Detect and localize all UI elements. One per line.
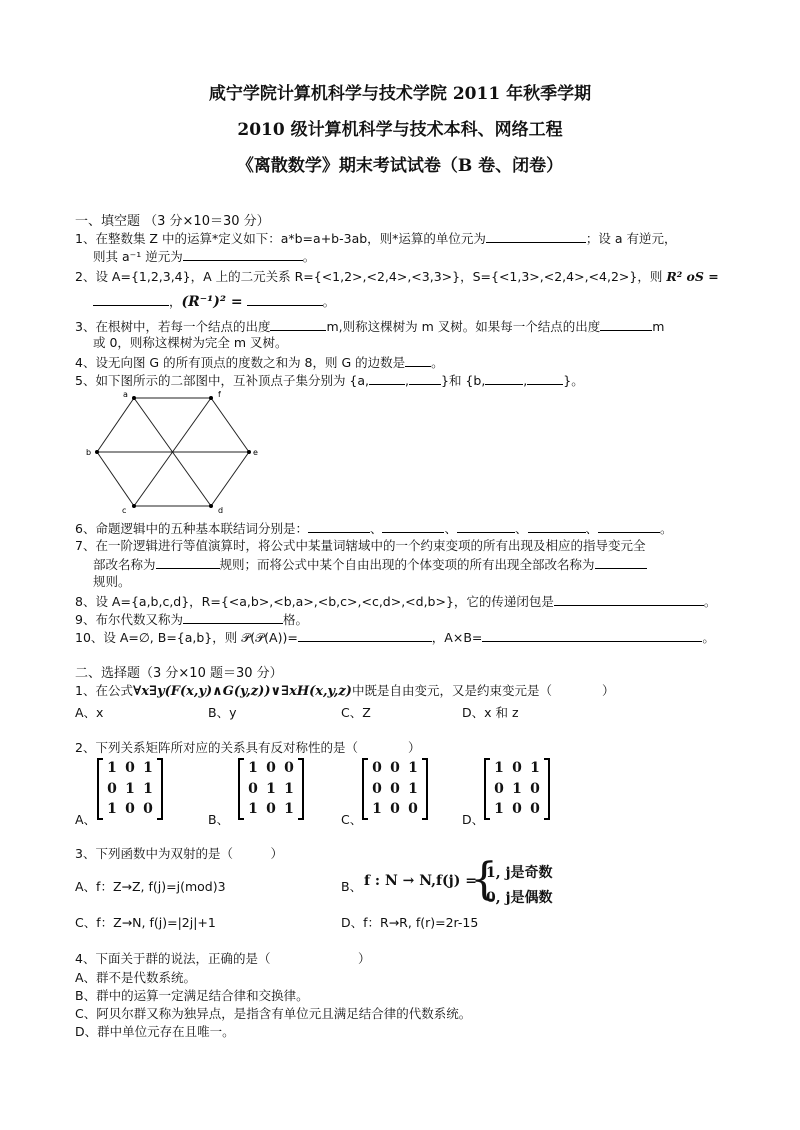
answer-blank[interactable] <box>595 555 647 569</box>
answer-blank[interactable] <box>527 371 563 385</box>
question-1-10 <box>75 628 715 646</box>
mc2-option-a-label[interactable]: A、 <box>75 812 97 827</box>
matrix-row: 1 0 0 <box>494 801 540 817</box>
mc3-option-b-case-1: 1, j是奇数 <box>486 865 553 881</box>
matrix-row: 0 1 0 <box>494 780 540 797</box>
q5-text: 5、如下图所示的二部图中，互补顶点子集分别为 {a, <box>75 373 370 388</box>
q10-text-b: ，A×B= <box>431 630 483 645</box>
q10-text: 10、设 A=∅, B={a,b}，则 𝒫(𝒫(A))= <box>75 630 298 645</box>
vertex-c <box>132 504 136 508</box>
answer-blank[interactable] <box>485 371 523 385</box>
mc1-text: 1、在公式 <box>75 683 133 698</box>
vertex-label-a: a <box>123 390 128 399</box>
mc4-option-d[interactable]: D、群中单位元存在且唯一。 <box>75 1024 235 1039</box>
q2-expression-2: (R⁻¹)² = <box>181 294 243 310</box>
section1-title: 一、填空题 （3 分×10＝30 分） <box>75 214 270 229</box>
mc2-option-c-label[interactable]: C、 <box>341 812 363 827</box>
bipartite-graph-figure <box>85 388 265 516</box>
answer-blank[interactable] <box>382 519 444 533</box>
matrix-row: 1 0 1 <box>107 760 153 776</box>
question-2-2: 2、下列关系矩阵所对应的关系具有反对称性的是（ ） <box>75 740 421 755</box>
mc3-option-c[interactable]: C、f：Z→N, f(j)=|2j|+1 <box>75 915 216 930</box>
answer-blank[interactable] <box>405 353 431 367</box>
mc2-option-b-label[interactable]: B、 <box>208 812 230 827</box>
answer-blank[interactable] <box>457 519 515 533</box>
question-1-6 <box>75 519 673 537</box>
exam-title-line1: 咸宁学院计算机科学与技术学院 2011 年秋季学期 <box>208 84 592 104</box>
q9-end: 格。 <box>282 612 308 627</box>
mc3-option-a[interactable]: A、f：Z→Z, f(j)=j(mod)3 <box>75 879 226 894</box>
answer-blank[interactable] <box>270 317 326 331</box>
vertex-b <box>95 450 99 454</box>
q6-sep: 、 <box>444 521 457 536</box>
question-1-1-cont <box>93 247 315 265</box>
q7-text-c: 规则；而将公式中某个自由出现的个体变项的所有出现全部改名称为 <box>219 557 595 572</box>
question-1-8 <box>75 592 716 610</box>
question-2-4: 4、下面关于群的说法，正确的是（ ） <box>75 951 371 966</box>
exam-title-line3: 《离散数学》期末考试试卷（B 卷、闭卷） <box>236 156 564 176</box>
answer-blank[interactable] <box>369 371 405 385</box>
matrix-row: 1 0 1 <box>494 760 540 776</box>
mc1-tail: 中既是自由变元，又是约束变元是（ ） <box>351 683 615 698</box>
mc4-option-c[interactable]: C、阿贝尔群又称为独异点，是指含有单位元且满足结合律的代数系统。 <box>75 1006 472 1021</box>
answer-blank[interactable] <box>247 292 323 306</box>
matrix-row: 0 1 1 <box>107 780 153 797</box>
vertex-f <box>209 396 213 400</box>
matrix-row: 1 0 0 <box>248 760 294 776</box>
piecewise-brace: { <box>470 854 498 905</box>
question-1-7-end: 规则。 <box>93 574 131 589</box>
q10-end: 。 <box>702 630 715 645</box>
answer-blank[interactable] <box>598 519 660 533</box>
question-1-2-cont <box>93 292 335 311</box>
matrix-row: 1 0 0 <box>372 801 418 817</box>
q6-sep: 、 <box>369 521 383 536</box>
mc4-option-b[interactable]: B、群中的运算一定满足结合律和交换律。 <box>75 988 309 1003</box>
question-1-5 <box>75 371 584 389</box>
mc3-option-b-case-2: 0, j是偶数 <box>486 890 553 906</box>
question-1-2 <box>75 268 719 285</box>
answer-blank[interactable] <box>482 628 702 642</box>
q1-text: 1、在整数集 Z 中的运算*定义如下：a*b=a+b-3ab，则*运算的单位元为 <box>75 231 486 246</box>
question-1-9 <box>75 610 308 628</box>
q2-end: 。 <box>322 294 336 309</box>
q2-text: 2、设 A={1,2,3,4}，A 上的二元关系 R={<1,2>,<2,4>,<3,3>}，S={<1,3>,<2,4>,<4,2>}，则 <box>75 269 663 284</box>
mc2-matrix-d <box>484 758 550 820</box>
mc3-option-b-label[interactable]: B、 <box>341 879 363 894</box>
mc1-formula: ∀x∃y(F(x,y)∧G(y,z))∨∃xH(x,y,z) <box>132 684 352 699</box>
q4-text: 4、设无向图 G 的所有顶点的度数之和为 8，则 G 的边数是 <box>75 355 406 370</box>
vertex-label-d: d <box>218 506 224 515</box>
q1-text-c: 则其 a⁻¹ 逆元为 <box>93 249 183 264</box>
question-2-3: 3、下列函数中为双射的是（ ） <box>75 846 283 861</box>
q5-sep: , <box>405 373 409 388</box>
q1-text-b: ；设 a 有逆元， <box>585 231 677 246</box>
q9-text: 9、布尔代数又称为 <box>75 612 183 627</box>
mc2-matrix-a <box>97 758 163 820</box>
answer-blank[interactable] <box>308 519 370 533</box>
question-1-3 <box>75 317 664 335</box>
question-1-1 <box>75 229 677 247</box>
mc4-option-a[interactable]: A、群不是代数系统。 <box>75 970 197 985</box>
answer-blank[interactable] <box>528 519 586 533</box>
matrix-row: 1 0 1 <box>248 801 294 817</box>
matrix-row: 0 0 1 <box>372 760 418 776</box>
question-1-7-cont <box>93 555 647 573</box>
q5-text-c: }和 {b, <box>441 373 486 388</box>
answer-blank[interactable] <box>156 555 220 569</box>
mc3-option-d[interactable]: D、f：R→R, f(r)=2r-15 <box>341 915 479 930</box>
question-1-4 <box>75 353 444 371</box>
question-1-3-cont: 或 0，则称这棵树为完全 m 叉树。 <box>93 335 288 350</box>
vertex-label-f: f <box>218 390 221 399</box>
vertex-d <box>209 504 213 508</box>
question-2-1 <box>75 682 614 700</box>
q5-sep-2: , <box>523 373 528 388</box>
q1-text-d: 。 <box>302 249 316 264</box>
answer-blank[interactable] <box>183 610 283 624</box>
mc2-matrix-b <box>238 758 304 820</box>
mc1-option-d[interactable]: D、x 和 z <box>462 705 519 720</box>
vertex-a <box>132 396 136 400</box>
answer-blank[interactable] <box>409 371 441 385</box>
q2-expression-1: R² oS = <box>666 269 719 284</box>
vertex-label-b: b <box>86 448 92 457</box>
q6-text: 6、命题逻辑中的五种基本联结词分别是： <box>75 521 308 536</box>
question-1-7: 7、在一阶逻辑进行等值演算时，将公式中某量词辖域中的一个约束变项的所有出现及相应的指导变元全 <box>75 538 646 553</box>
matrix-row: 1 0 0 <box>107 801 153 817</box>
matrix-row: 0 0 1 <box>372 780 418 797</box>
vertex-label-c: c <box>122 506 127 515</box>
q8-end: 。 <box>703 594 717 609</box>
mc1-option-c[interactable]: C、Z <box>341 705 371 720</box>
q2-sep: ， <box>169 294 182 309</box>
q6-sep: 、 <box>515 521 528 536</box>
q3-text-b: m,则称这棵树为 m 叉树。如果每一个结点的出度 <box>326 319 601 334</box>
mc2-matrix-c <box>362 758 428 820</box>
mc1-option-a[interactable]: A、x <box>75 705 104 720</box>
mc3-option-b-function: f : N → N,f(j) = <box>364 873 477 889</box>
q6-end: 。 <box>660 521 673 536</box>
matrix-row: 0 1 1 <box>248 780 294 797</box>
answer-blank[interactable] <box>600 317 652 331</box>
vertex-e <box>247 450 251 454</box>
answer-blank[interactable] <box>183 247 303 261</box>
q3-text-c: m <box>652 319 665 334</box>
q8-text: 8、设 A={a,b,c,d}，R={<a,b>,<b,a>,<b,c>,<c,d>,<d,b>}，它的传递闭包是 <box>75 594 554 609</box>
answer-blank[interactable] <box>93 292 169 306</box>
exam-title-line2: 2010 级计算机科学与技术本科、网络工程 <box>237 120 563 140</box>
answer-blank[interactable] <box>298 628 432 642</box>
q3-text: 3、在根树中，若每一个结点的出度 <box>75 319 271 334</box>
q6-sep: 、 <box>585 521 599 536</box>
mc1-option-b[interactable]: B、y <box>208 705 237 720</box>
mc2-option-d-label[interactable]: D、 <box>462 812 485 827</box>
q5-end: }。 <box>563 373 584 388</box>
graph-edges <box>97 398 249 506</box>
section2-title: 二、选择题（3 分×10 题＝30 分） <box>75 666 283 681</box>
vertex-label-e: e <box>253 448 258 457</box>
answer-blank[interactable] <box>554 592 704 606</box>
q7-text-b: 部改名称为 <box>93 557 156 572</box>
q4-end: 。 <box>431 355 444 370</box>
answer-blank[interactable] <box>486 229 586 243</box>
